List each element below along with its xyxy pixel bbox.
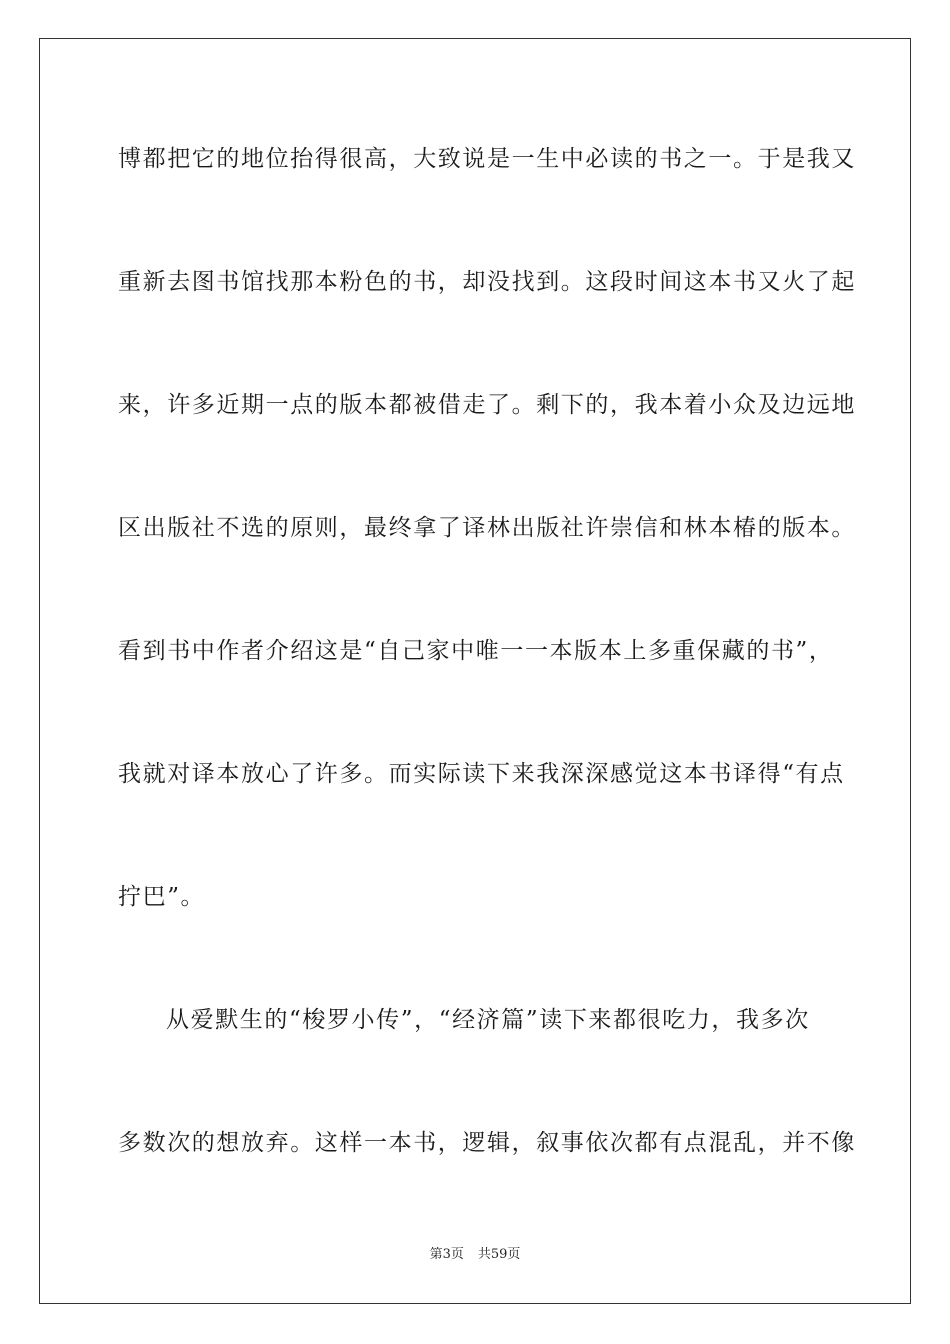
page-number: 第3页 <box>429 1247 464 1262</box>
text-line: 看到书中作者介绍这是“自己家中唯一一本版本上多重保藏的书”， <box>118 638 834 664</box>
text-line: 重新去图书馆找那本粉色的书，却没找到。这段时间这本书又火了起 <box>118 269 856 295</box>
text-line: 博都把它的地位抬得很高，大致说是一生中必读的书之一。于是我又 <box>118 146 856 172</box>
page-total: 共59页 <box>477 1247 521 1262</box>
text-line: 区出版社不选的原则，最终拿了译林出版社许崇信和林本椿的版本。 <box>118 515 856 541</box>
text-line: 来，许多近期一点的版本都被借走了。剩下的，我本着小众及边远地 <box>118 392 856 418</box>
text-line: 多数次的想放弃。这样一本书，逻辑，叙事依次都有点混乱，并不像 <box>118 1130 856 1156</box>
text-line: 拧巴”。 <box>118 884 206 910</box>
text-line-paragraph-start: 从爱默生的“梭罗小传”，“经济篇”读下来都很吃力，我多次 <box>166 1007 810 1033</box>
page-footer <box>0 1245 950 1265</box>
document-body <box>118 128 856 1235</box>
text-line: 我就对译本放心了许多。而实际读下来我深深感觉这本书译得“有点 <box>118 761 845 787</box>
